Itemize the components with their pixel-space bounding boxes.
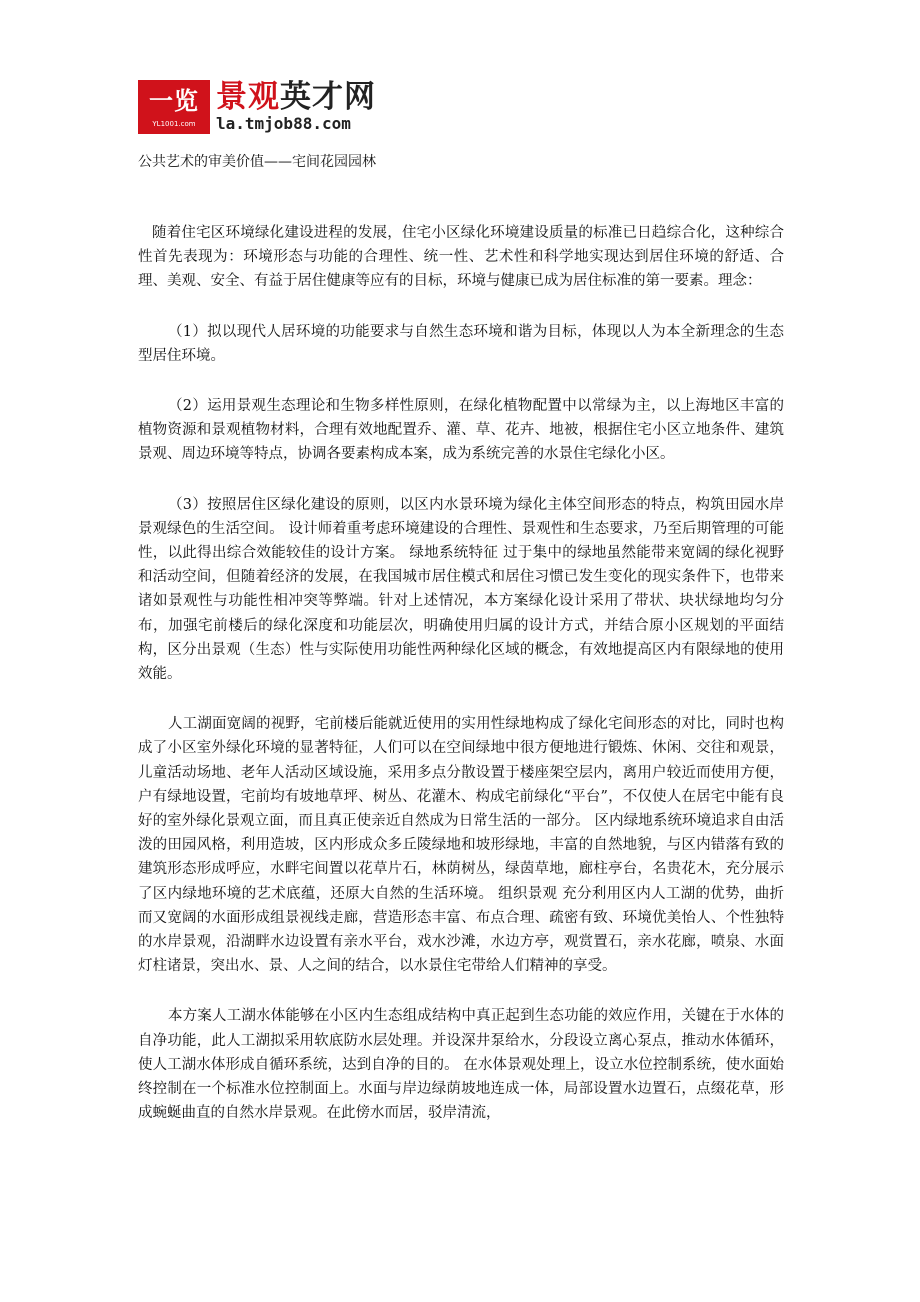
logo-name-part1: 景观 bbox=[216, 79, 280, 115]
paragraph-lake-view: 人工湖面宽阔的视野，宅前楼后能就近使用的实用性绿地构成了绿化宅间形态的对比，同时也构成了小区室外绿化环境的显著特征，人们可以在空间绿地中很方便地进行锻炼、休闲、交往和观景，儿童活动场地、老年人活动区域设施，采用多点分散设置于楼座架空层内，离用户较近而使用方便，户有绿地设置，宅前均有坡地草坪、树丛、花灌木、构成宅前绿化“平台”，不仅使人在居宅中能有良好的室外绿化景观立面，而且真正使亲近自然成为日常生活的一部分。 区内绿地系统环境追求自由活泼的田园风格，利用造坡，区内形成众多丘陵绿地和坡形绿地，丰富的自然地貌，与区内错落有致的建筑形态形成呼应，水畔宅间置以花草片石，林荫树丛，绿茵草地，廊柱亭台，名贵花木，充分展示了区内绿地环境的艺术底蕴，还原大自然的生活环境。 组织景观 充分利用区内人工湖的优势，曲折而又宽阔的水面形成组景视线走廊，营造形态丰富、布点合理、疏密有致、环境优美怡人、个性独特的水岸景观，沿湖畔水边设置有亲水平台，戏水沙滩，水边方亭，观赏置石，亲水花廊，喷泉、水面灯柱诸景，突出水、景、人之间的结合，以水景住宅带给人们精神的享受。 bbox=[138, 716, 784, 975]
document-title: 公共艺术的审美价值——宅间花园园林 bbox=[138, 154, 376, 170]
paragraph-intro: 随着住宅区环境绿化建设进程的发展，住宅小区绿化环境建设质量的标准已日趋综合化，这种综合性首先表现为：环境形态与功能的合理性、统一性、艺术性和科学地实现达到居住环境的舒适、合理、美观、安全、有益于居住健康等应有的目标，环境与健康已成为居住标准的第一要素。理念： bbox=[138, 225, 784, 290]
paragraph-water-body: 本方案人工湖水体能够在小区内生态组成结构中真正起到生态功能的效应作用，关键在于水体的自净功能，此人工湖拟采用软底防水层处理。并设深井泵给水，分段设立离心泵点，推动水体循环，使人工湖水体形成自循环系统，达到自净的目的。 在水体景观处理上，设立水位控制系统，使水面始终控制在一个标准水位控制面上。水面与岸边绿荫坡地连成一体，局部设置水边置石，点缀花草，形成蜿蜒曲直的自然水岸景观。在此傍水而居，驳岸清流， bbox=[138, 1008, 784, 1122]
logo-wordmark bbox=[216, 80, 376, 133]
logo-badge-subtext: YL1001.com bbox=[152, 120, 196, 128]
logo-url: la.tmjob88.com bbox=[216, 114, 351, 133]
paragraph-item-3: （3）按照居住区绿化建设的原则，以区内水景环境为绿化主体空间形态的特点，构筑田园水岸景观绿色的生活空间。 设计师着重考虑环境建设的合理性、景观性和生态要求，乃至后期管理的可能性，以此得出综合效能较佳的设计方案。 绿地系统特征 过于集中的绿地虽然能带来宽阔的绿化视野和活动空间，但随着经济的发展，在我国城市居住模式和居住习惯已发生变化的现实条件下，也带来诸如景观性与功能性相冲突等弊端。针对上述情况，本方案绿化设计采用了带状、块状绿地均匀分布，加强宅前楼后的绿化深度和功能层次，明确使用归属的设计方式，并结合原小区规划的平面结构，区分出景观（生态）性与实际使用功能性两种绿化区域的概念，有效地提高区内有限绿地的使用效能。 bbox=[138, 496, 784, 683]
paragraph-item-2: （2）运用景观生态理论和生物多样性原则，在绿化植物配置中以常绿为主，以上海地区丰富的植物资源和景观植物材料，合理有效地配置乔、灌、草、花卉、地被，根据住宅小区立地条件、建筑景观、周边环境等特点，协调各要素构成本案，成为系统完善的水景住宅绿化小区。 bbox=[138, 398, 784, 463]
logo-badge bbox=[138, 80, 210, 134]
site-logo[interactable] bbox=[138, 80, 378, 136]
document-body bbox=[138, 221, 784, 1152]
logo-name-part2: 英才网 bbox=[280, 79, 376, 115]
logo-badge-text: 一览 bbox=[149, 87, 199, 115]
logo-site-name bbox=[216, 80, 376, 114]
paragraph-item-1: （1）拟以现代人居环境的功能要求与自然生态环境和谐为目标，体现以人为本全新理念的生态型居住环境。 bbox=[138, 323, 784, 364]
